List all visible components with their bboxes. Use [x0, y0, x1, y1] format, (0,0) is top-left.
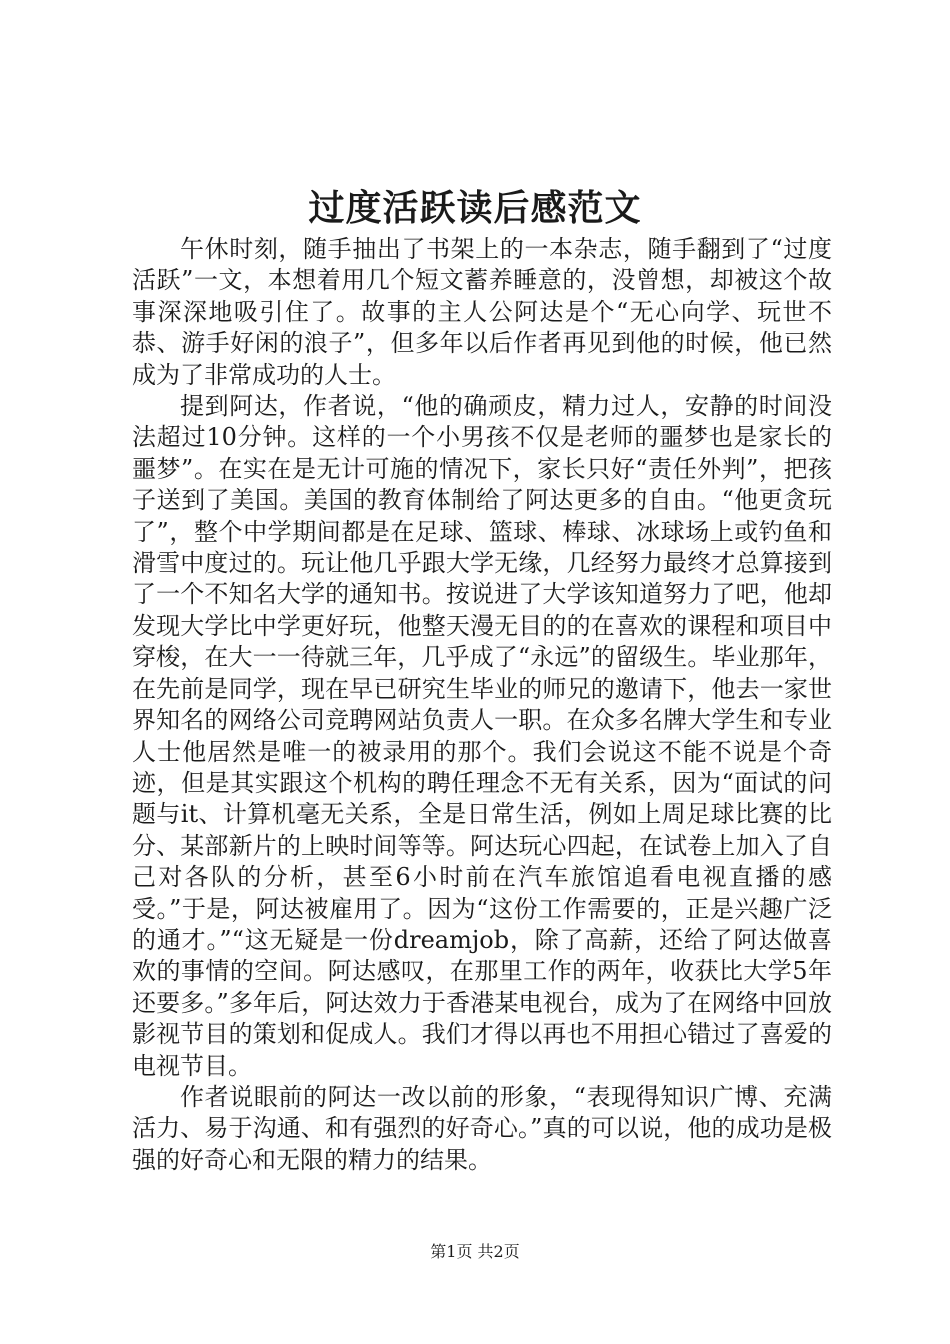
- document-title: 过度活跃读后感范文: [308, 187, 642, 229]
- document-body: [132, 234, 832, 1176]
- page-footer: 第1页 共2页: [430, 1242, 520, 1261]
- paragraph-1: 午休时刻，随手抽出了书架上的一本杂志，随手翻到了“过度活跃”一文，本想着用几个短文蓄养睡意的，没曾想，却被这个故事深深地吸引住了。故事的主人公阿达是个“无心向学、玩世不恭、游手好闲的浪子”，但多年以后作者再见到他的时候，他已然成为了非常成功的人士。: [132, 235, 832, 389]
- paragraph-2: 提到阿达，作者说，“他的确顽皮，精力过人，安静的时间没法超过10分钟。这样的一个小男孩不仅是老师的噩梦也是家长的噩梦”。在实在是无计可施的情况下，家长只好“责任外判”，把孩子送到了美国。美国的教育体制给了阿达更多的自由。“他更贪玩了”，整个中学期间都是在足球、篮球、棒球、冰球场上或钓鱼和滑雪中度过的。玩让他几乎跟大学无缘，几经努力最终才总算接到了一个不知名大学的通知书。按说进了大学该知道努力了吧，他却发现大学比中学更好玩，他整天漫无目的的在喜欢的课程和项目中穿梭，在大一一待就三年，几乎成了“永远”的留级生。毕业那年，在先前是同学，现在早已研究生毕业的师兄的邀请下，他去一家世界知名的网络公司竞聘网站负责人一职。在众多名牌大学生和专业人士他居然是唯一的被录用的那个。我们会说这不能不说是个奇迹，但是其实跟这个机构的聘任理念不无有关系，因为“面试的问题与it、计算机毫无关系，全是日常生活，例如上周足球比赛的比分、某部新片的上映时间等等。阿达玩心四起，在试卷上加入了自己对各队的分析，甚至6小时前在汽车旅馆追看电视直播的感受。”于是，阿达被雇用了。因为“这份工作需要的，正是兴趣广泛的通才。”“这无疑是一份dreamjob，除了高薪，还给了阿达做喜欢的事情的空间。阿达感叹，在那里工作的两年，收获比大学5年还要多。”多年后，阿达效力于香港某电视台，成为了在网络中回放影视节目的策划和促成人。我们才得以再也不用担心错过了喜爱的电视节目。: [132, 392, 832, 1080]
- paragraph-3: 作者说眼前的阿达一改以前的形象，“表现得知识广博、充满活力、易于沟通、和有强烈的好奇心。”真的可以说，他的成功是极强的好奇心和无限的精力的结果。: [132, 1082, 832, 1174]
